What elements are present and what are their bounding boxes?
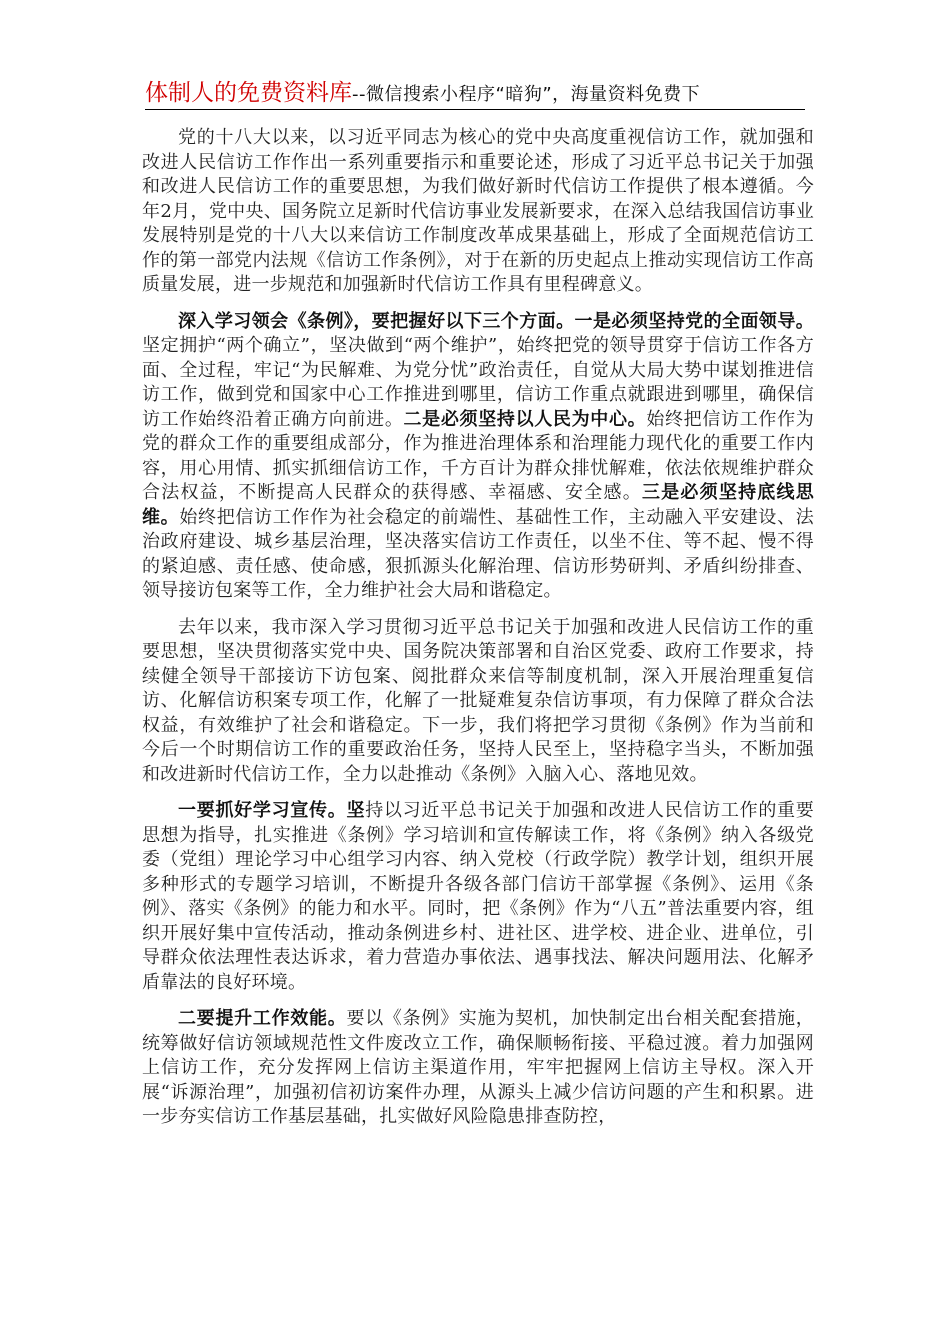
- bold-heading: 二要提升工作效能。: [178, 1008, 347, 1029]
- paragraph-text: 去年以来，我市深入学习贯彻习近平总书记关于加强和改进人民信访工作的重要思想，坚决贯彻落实党中央、国务院决策部署和自治区党委、政府工作要求，持续健全领导干部接访下访包案、阅批群众来信等制度机制，深入开展治理重复信访、化解信访积案专项工作，化解了一批疑难复杂信访事项，有力保障了群众合法权益，有效维护了社会和谐稳定。下一步，我们将把学习贯彻《条例》作为当前和今后一个时期信访工作的重要政治任务，坚持人民至上，坚持稳字当头，不断加强和改进新时代信访工作，全力以赴推动《条例》入脑入心、落地见效。: [142, 616, 814, 785]
- paragraph-2: [142, 310, 814, 604]
- bold-heading: 一要抓好学习宣传。坚: [178, 800, 366, 821]
- paragraph-text: 始终把信访工作作为党的群众工作的重要组成部分，作为推进治理体系和治理能力现代化的重要工作内容，用心用情、抓实抓细信访工作，千方百计为群众排忧解难，依法依规维护群众合法权益，不断提高人民群众的获得感、幸福感、安全感。: [142, 408, 815, 503]
- paragraph-5: [142, 1007, 814, 1130]
- paragraph-text: 始终把信访工作作为社会稳定的前端性、基础性工作，主动融入平安建设、法治政府建设、城乡基层治理，坚决落实信访工作责任，以坐不住、等不起、慢不得的紧迫感、责任感、使命感，狠抓源头化解治理、信访形势研判、矛盾纠纷排查、领导接访包案等工作，全力维护社会大局和谐稳定。: [142, 506, 814, 601]
- paragraph-text: 要以《条例》实施为契机，加快制定出台相关配套措施，统筹做好信访领域规范性文件废改立工作，确保顺畅衔接、平稳过渡。着力加强网上信访工作，充分发挥网上信访主渠道作用，牢牢把握网上信访主导权。深入开展“诉源治理”，加强初信初访案件办理，从源头上减少信访问题的产生和积累。进一步夯实信访工作基层基础，扎实做好风险隐患排查防控，: [142, 1008, 815, 1127]
- paragraph-text: 持以习近平总书记关于加强和改进人民信访工作的重要思想为指导，扎实推进《条例》学习培训和宣传解读工作，将《条例》纳入各级党委（党组）理论学习中心组学习内容、纳入党校（行政学院）教学计划，组织开展多种形式的专题学习培训，不断提升各级各部门信访干部掌握《条例》、运用《条例》、落实《条例》的能力和水平。同时，把《条例》作为“八五”普法重要内容，组织开展好集中宣传活动，推动条例进乡村、进社区、进学校、进企业、进单位，引导群众依法理性表达诉求，着力营造办事依法、遇事找法、解决问题用法、化解矛盾靠法的良好环境。: [142, 800, 815, 993]
- header-brand: 体制人的免费资料库: [145, 80, 352, 106]
- header-slogan: --微信搜索小程序“暗狗”，海量资料免费下: [352, 84, 701, 105]
- page-header: [145, 74, 805, 110]
- bold-heading: 深入学习领会《条例》，要把握好以下三个方面。一是必须坚持党的全面领导。: [178, 310, 814, 332]
- bold-heading: 三是必须坚持底线思维。: [142, 482, 815, 528]
- paragraph-4: [142, 799, 814, 995]
- bold-heading: 二是必须坚持以人民为中心。: [403, 408, 647, 430]
- paragraph-text: 党的十八大以来，以习近平同志为核心的党中央高度重视信访工作，就加强和改进人民信访工作作出一系列重要指示和重要论述，形成了习近平总书记关于加强和改进人民信访工作的重要思想，为我们做好新时代信访工作提供了根本遵循。今年2月，党中央、国务院立足新时代信访事业发展新要求，在深入总结我国信访事业发展特别是党的十八大以来信访工作制度改革成果基础上，形成了全面规范信访工作的第一部党内法规《信访工作条例》，对于在新的历史起点上推动实现信访工作高质量发展，进一步规范和加强新时代信访工作具有里程碑意义。: [142, 127, 814, 295]
- article-body: [142, 126, 814, 1142]
- paragraph-text: 坚定拥护“两个确立”，坚决做到“两个维护”，始终把党的领导贯穿于信访工作各方面、全过程，牢记“为民解难、为党分忧”政治责任，自觉从大局大势中谋划推进信访工作，做到党和国家中心工作推进到哪里，信访工作重点就跟进到哪里，确保信访工作始终沿着正确方向前进。: [142, 335, 814, 430]
- paragraph-3: [142, 616, 814, 788]
- paragraph-1: [142, 126, 814, 298]
